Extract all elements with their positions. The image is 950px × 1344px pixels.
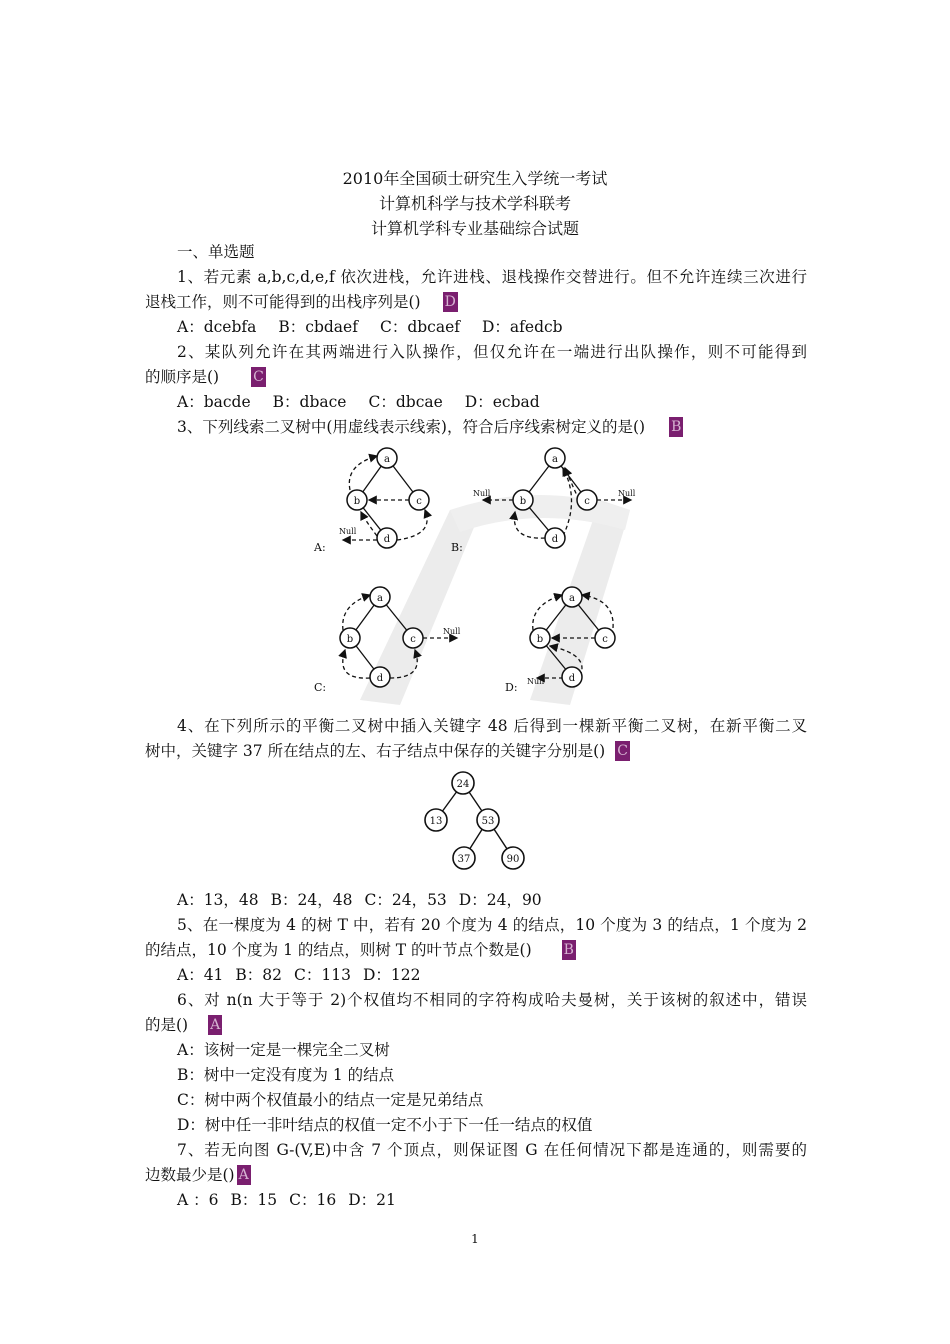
q7-stem: 边数最少是() xyxy=(145,1166,235,1184)
q1-options xyxy=(177,315,839,340)
q4-option-a: A：13，48 xyxy=(177,891,259,909)
tree-a-node-b: b xyxy=(353,496,361,507)
q1-line-2 xyxy=(145,290,807,315)
q1-option-a: A：dcebfa xyxy=(177,318,257,336)
page-number: 1 xyxy=(471,1232,479,1246)
title-line-1: 2010年全国硕士研究生入学统一考试 xyxy=(342,169,608,188)
tree-a-node-a: a xyxy=(384,454,390,465)
tree-b-node-a: a xyxy=(552,454,558,465)
q6-option-b: B：树中一定没有度为 1 的结点 xyxy=(177,1066,395,1084)
q1-option-d: D：afedcb xyxy=(482,318,563,336)
q2-option-a: A：bacde xyxy=(177,393,251,411)
figure-label-b: B: xyxy=(451,541,463,554)
q5-line-2 xyxy=(145,938,807,963)
tree-a-node-d: d xyxy=(383,534,391,545)
tree-d-node-b: b xyxy=(536,634,544,645)
q6-answer-badge: A xyxy=(210,1017,221,1033)
q2-line-2 xyxy=(145,365,807,390)
q5-options xyxy=(177,963,839,988)
q4-option-d: D：24，90 xyxy=(458,891,542,909)
tree-c-node-a: a xyxy=(377,593,383,604)
tree-d-node-a: a xyxy=(569,593,575,604)
avl-node-90: 90 xyxy=(506,854,520,865)
tree-a-null-label: Null xyxy=(339,527,357,536)
title-line-2: 计算机科学与技术学科联考 xyxy=(378,194,571,213)
q5-option-d: D：122 xyxy=(363,966,421,984)
q2-line-1: 2、某队列允许在其两端进行入队操作，但仅允许在一端进行出队操作，则不可能得到 xyxy=(177,343,807,361)
tree-c-node-c: c xyxy=(410,634,416,645)
q4-line-2 xyxy=(145,739,807,764)
q4-avl-tree-figure xyxy=(418,766,533,878)
q3-thread-tree-figure xyxy=(305,440,650,700)
tree-c-node-b: b xyxy=(346,634,354,645)
q7-option-c: C：16 xyxy=(289,1191,337,1209)
tree-d-node-c: c xyxy=(602,634,608,645)
title-line-3: 计算机学科专业基础综合试题 xyxy=(370,219,579,238)
q6-stem: 的是() xyxy=(145,1016,189,1034)
q7-line-1: 7、若无向图 G-(V,E)中含 7 个顶点，则保证图 G 在任何情况下都是连通的，则需要的 xyxy=(177,1141,807,1159)
q6-line-1: 6、对 n(n 大于等于 2)个权值均不相同的字符构成哈夫曼树，关于该树的叙述中，错误 xyxy=(177,991,807,1009)
q2-options xyxy=(177,390,839,415)
tree-b-null-right: Null xyxy=(618,489,636,498)
avl-node-53: 53 xyxy=(481,816,495,827)
q2-option-d: D：ecbad xyxy=(464,393,540,411)
q1-option-b: B：cbdaef xyxy=(278,318,358,336)
q2-option-b: B：dbace xyxy=(272,393,347,411)
q6-option-d: D：树中任一非叶结点的权值一定不小于下一任一结点的权值 xyxy=(177,1116,593,1134)
q5-answer-badge: B xyxy=(563,942,574,958)
figure-label-a: A: xyxy=(314,541,326,554)
q5-option-a: A：41 xyxy=(177,966,224,984)
q2-option-c: C：dbcae xyxy=(368,393,443,411)
q3-answer-badge: B xyxy=(671,419,682,435)
figure-label-d: D: xyxy=(505,681,518,694)
tree-c-null-label: Null xyxy=(443,627,461,636)
q4-stem: 树中，关键字 37 所在结点的左、右子结点中保存的关键字分别是() xyxy=(145,742,606,760)
q6-option-a: A：该树一定是一棵完全二叉树 xyxy=(177,1041,390,1059)
q5-stem: 的结点，10 个度为 1 的结点，则树 T 的叶节点个数是() xyxy=(145,941,532,959)
section-heading: 一、单选题 xyxy=(177,243,255,261)
q3-stem: 3、下列线索二叉树中(用虚线表示线索)，符合后序线索树定义的是() xyxy=(177,418,646,436)
avl-node-37: 37 xyxy=(457,854,471,865)
q1-line-1: 1、若元素 a,b,c,d,e,f 依次进栈，允许进栈、退栈操作交替进行。但不允许连续三次进行 xyxy=(177,268,807,286)
q3-line-1 xyxy=(177,415,839,440)
q1-stem: 退栈工作，则不可能得到的出栈序列是() xyxy=(145,293,421,311)
q4-option-b: B：24，48 xyxy=(270,891,353,909)
tree-b-node-d: d xyxy=(551,534,559,545)
q7-options xyxy=(177,1188,839,1213)
avl-node-24: 24 xyxy=(456,779,470,790)
q6-line-2 xyxy=(145,1013,807,1038)
q4-answer-badge: C xyxy=(617,743,628,759)
avl-node-13: 13 xyxy=(429,816,443,827)
q2-stem: 的顺序是() xyxy=(145,368,220,386)
q5-option-c: C：113 xyxy=(294,966,351,984)
q7-option-b: B：15 xyxy=(230,1191,278,1209)
q7-option-a: A ：6 xyxy=(177,1191,219,1209)
q5-line-1: 5、在一棵度为 4 的树 T 中，若有 20 个度为 4 的结点，10 个度为 3 的结点，1 个度为 2 xyxy=(177,916,807,934)
figure-label-c: C: xyxy=(314,681,327,694)
q4-options xyxy=(177,888,839,913)
q1-option-c: C：dbcaef xyxy=(379,318,460,336)
tree-b-node-c: c xyxy=(584,496,590,507)
q4-line-1: 4、在下列所示的平衡二叉树中插入关键字 48 后得到一棵新平衡二叉树，在新平衡二叉 xyxy=(177,717,807,735)
q1-answer-badge: D xyxy=(444,294,456,310)
q7-answer-badge: A xyxy=(238,1167,249,1183)
tree-c-node-d: d xyxy=(376,673,384,684)
tree-d-null-label: Null xyxy=(527,677,545,686)
q2-answer-badge: C xyxy=(253,369,264,385)
q7-line-2 xyxy=(145,1163,807,1188)
q7-option-d: D：21 xyxy=(348,1191,396,1209)
q4-option-c: C：24，53 xyxy=(364,891,447,909)
tree-a-node-c: c xyxy=(416,496,422,507)
q6-option-c: C：树中两个权值最小的结点一定是兄弟结点 xyxy=(177,1091,484,1109)
tree-b-null-left: Null xyxy=(473,489,491,498)
tree-b-node-b: b xyxy=(519,496,527,507)
q5-option-b: B：82 xyxy=(235,966,283,984)
tree-d-node-d: d xyxy=(568,673,576,684)
